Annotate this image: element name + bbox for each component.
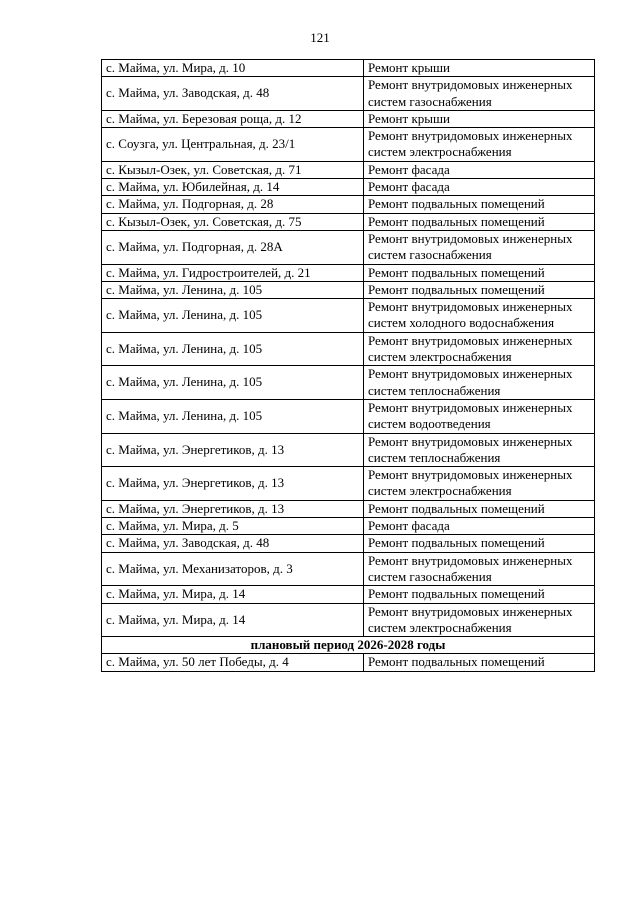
table-row [102,332,595,366]
work-type-cell: Ремонт подвальных помещений [364,213,595,230]
work-type-cell: Ремонт крыши [364,60,595,77]
address-cell: с. Майма, ул. Гидростроителей, д. 21 [102,264,364,281]
address-cell: с. Майма, ул. Мира, д. 5 [102,518,364,535]
table-row [102,535,595,552]
table-row [102,654,595,671]
address-cell: с. Майма, ул. Ленина, д. 105 [102,366,364,400]
address-cell: с. Кызыл-Озек, ул. Советская, д. 75 [102,213,364,230]
address-cell: с. Майма, ул. Ленина, д. 105 [102,399,364,433]
work-type-cell: Ремонт подвальных помещений [364,264,595,281]
table-row [102,128,595,162]
work-type-cell: Ремонт внутридомовых инженерных систем теплоснабжения [364,433,595,467]
work-type-cell: Ремонт внутридомовых инженерных систем электроснабжения [364,467,595,501]
work-type-cell: Ремонт внутридомовых инженерных систем теплоснабжения [364,366,595,400]
work-type-cell: Ремонт подвальных помещений [364,535,595,552]
address-cell: с. Майма, ул. Юбилейная, д. 14 [102,179,364,196]
address-cell: с. Майма, ул. Ленина, д. 105 [102,332,364,366]
table-row [102,399,595,433]
table-row [102,552,595,586]
work-type-cell: Ремонт фасада [364,161,595,178]
table-row [102,603,595,637]
address-cell: с. Майма, ул. Ленина, д. 105 [102,299,364,333]
table-row [102,299,595,333]
work-type-cell: Ремонт подвальных помещений [364,654,595,671]
table-row [102,264,595,281]
work-type-cell: Ремонт внутридомовых инженерных систем газоснабжения [364,230,595,264]
table-row [102,366,595,400]
address-cell: с. Майма, ул. Ленина, д. 105 [102,281,364,298]
section-title: плановый период 2026-2028 годы [102,637,595,654]
address-cell: с. Соузга, ул. Центральная, д. 23/1 [102,128,364,162]
table-row [102,500,595,517]
work-type-cell: Ремонт подвальных помещений [364,586,595,603]
table-row [102,518,595,535]
table-row [102,467,595,501]
work-type-cell: Ремонт внутридомовых инженерных систем газоснабжения [364,552,595,586]
work-type-cell: Ремонт внутридомовых инженерных систем электроснабжения [364,332,595,366]
work-type-cell: Ремонт крыши [364,110,595,127]
address-cell: с. Майма, ул. Энергетиков, д. 13 [102,467,364,501]
address-cell: с. Майма, ул. Мира, д. 14 [102,603,364,637]
table-row [102,586,595,603]
address-cell: с. Майма, ул. Подгорная, д. 28 [102,196,364,213]
address-cell: с. Майма, ул. Энергетиков, д. 13 [102,433,364,467]
work-type-cell: Ремонт подвальных помещений [364,281,595,298]
repair-works-table [101,59,595,672]
work-type-cell: Ремонт подвальных помещений [364,500,595,517]
work-type-cell: Ремонт внутридомовых инженерных систем холодного водоснабжения [364,299,595,333]
address-cell: с. Майма, ул. Мира, д. 14 [102,586,364,603]
address-cell: с. Майма, ул. Заводская, д. 48 [102,535,364,552]
table-row [102,213,595,230]
address-cell: с. Майма, ул. Механизаторов, д. 3 [102,552,364,586]
address-cell: с. Майма, ул. Березовая роща, д. 12 [102,110,364,127]
table-row [102,196,595,213]
address-cell: с. Майма, ул. Заводская, д. 48 [102,77,364,111]
section-header-row [102,637,595,654]
work-type-cell: Ремонт внутридомовых инженерных систем электроснабжения [364,603,595,637]
work-type-cell: Ремонт подвальных помещений [364,196,595,213]
work-type-cell: Ремонт внутридомовых инженерных систем водоотведения [364,399,595,433]
address-cell: с. Майма, ул. Мира, д. 10 [102,60,364,77]
table-row [102,230,595,264]
work-type-cell: Ремонт внутридомовых инженерных систем электроснабжения [364,128,595,162]
table-row [102,179,595,196]
work-type-cell: Ремонт внутридомовых инженерных систем газоснабжения [364,77,595,111]
work-type-cell: Ремонт фасада [364,518,595,535]
table-row [102,60,595,77]
work-type-cell: Ремонт фасада [364,179,595,196]
address-cell: с. Майма, ул. Подгорная, д. 28А [102,230,364,264]
table-row [102,281,595,298]
address-cell: с. Майма, ул. 50 лет Победы, д. 4 [102,654,364,671]
page-number: 121 [310,30,330,45]
table-row [102,433,595,467]
table-row [102,161,595,178]
table-row [102,110,595,127]
address-cell: с. Майма, ул. Энергетиков, д. 13 [102,500,364,517]
table-row [102,77,595,111]
address-cell: с. Кызыл-Озек, ул. Советская, д. 71 [102,161,364,178]
